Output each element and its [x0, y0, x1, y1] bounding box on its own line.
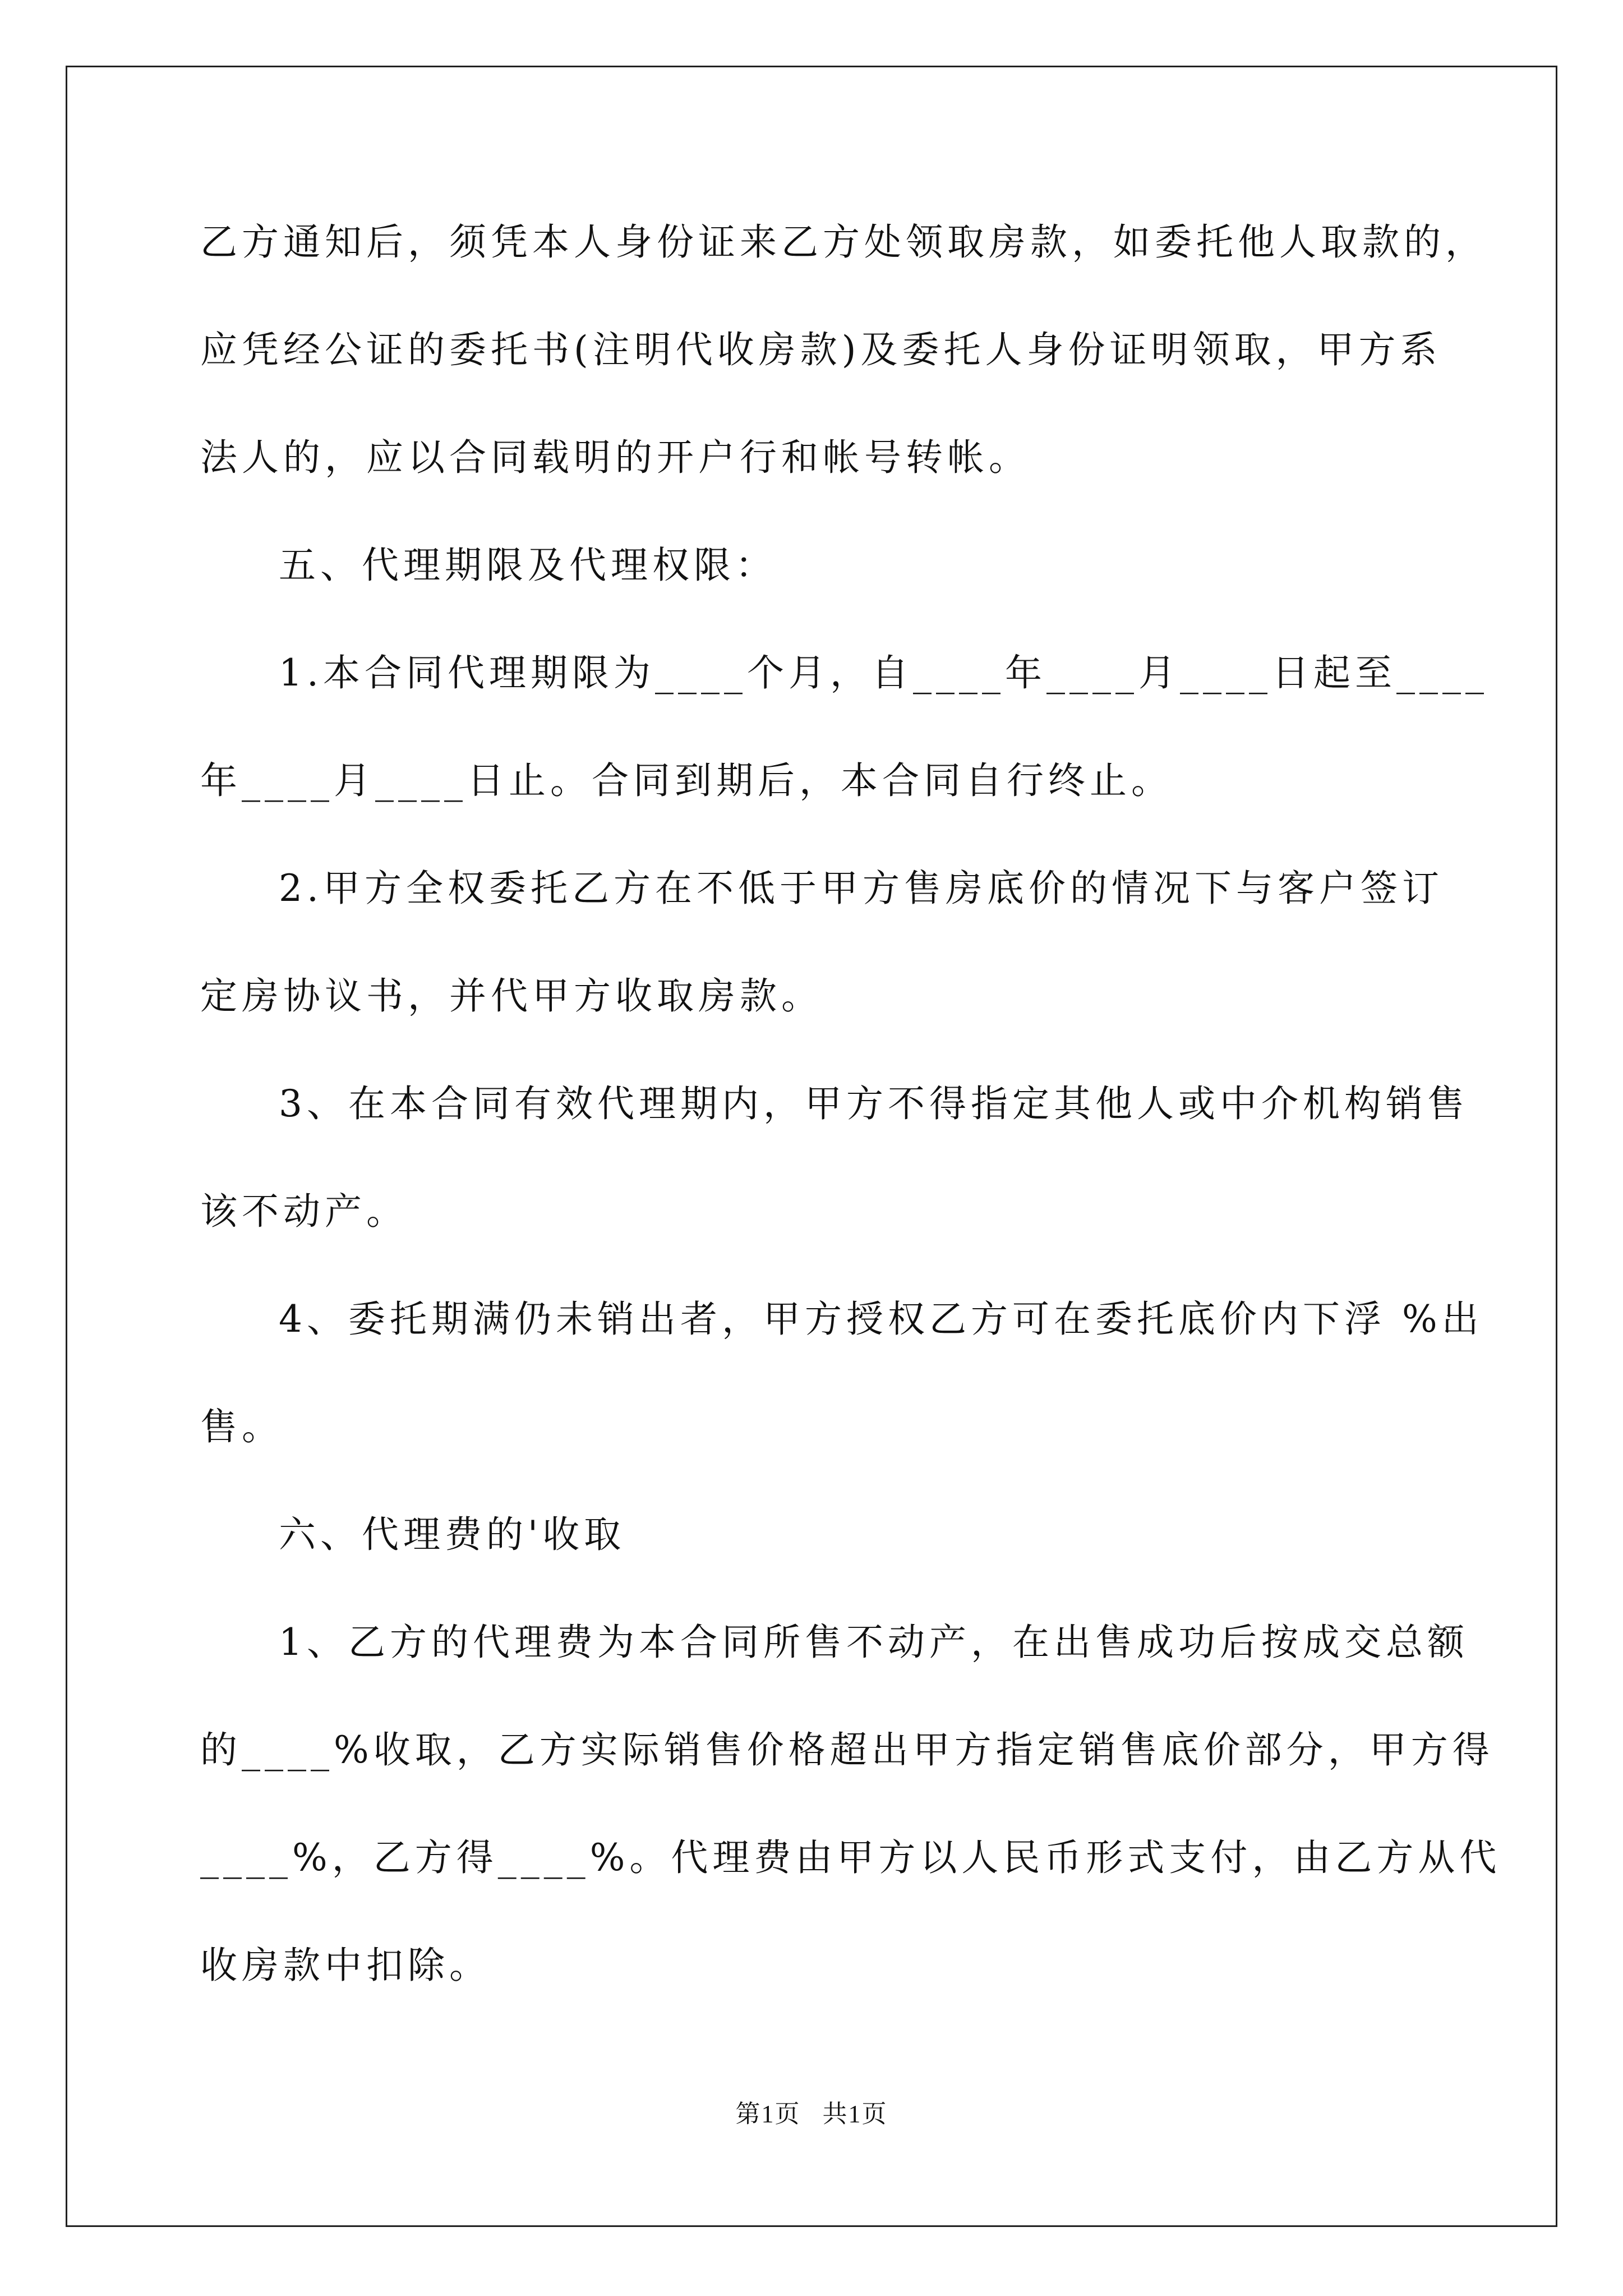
section-heading: 五、代理期限及代理权限： — [279, 544, 777, 587]
section-heading: 六、代理费的'收取 — [279, 1513, 626, 1556]
paragraph-line: 法人的，应以合同载明的开户行和帐号转帐。 — [200, 436, 1030, 479]
paragraph-line: 乙方通知后，须凭本人身份证来乙方处领取房款，如委托他人取款的， — [200, 220, 1487, 264]
paragraph-line: 4、委托期满仍未销出者，甲方授权乙方可在委托底价内下浮 %出 — [279, 1297, 1483, 1341]
paragraph-line: 定房协议书，并代甲方收取房款。 — [200, 974, 823, 1018]
page-border — [66, 66, 1557, 2227]
paragraph-line: ____%，乙方得____%。代理费由甲方以人民币形式支付，由乙方从代 — [200, 1836, 1501, 1879]
page-number-footer: 第1页 共1页 — [735, 2100, 888, 2128]
paragraph-line: 该不动产。 — [200, 1190, 408, 1233]
paragraph-line: 的____%收取，乙方实际销售价格超出甲方指定销售底价部分，甲方得 — [200, 1728, 1494, 1772]
paragraph-line: 1.本合同代理期限为____个月，自____年____月____日起至____ — [279, 651, 1488, 694]
paragraph-line: 售。 — [200, 1405, 283, 1448]
paragraph-line: 2.甲方全权委托乙方在不低于甲方售房底价的情况下与客户签订 — [279, 867, 1444, 910]
paragraph-line: 3、在本合同有效代理期内，甲方不得指定其他人或中介机构销售 — [279, 1082, 1469, 1125]
paragraph-line: 1、乙方的代理费为本合同所售不动产，在出售成功后按成交总额 — [279, 1621, 1469, 1664]
paragraph-line: 收房款中扣除。 — [200, 1944, 491, 1987]
paragraph-line: 年____月____日止。合同到期后，本合同自行终止。 — [200, 759, 1173, 802]
paragraph-line: 应凭经公证的委托书(注明代收房款)及委托人身份证明领取，甲方系 — [200, 328, 1442, 371]
